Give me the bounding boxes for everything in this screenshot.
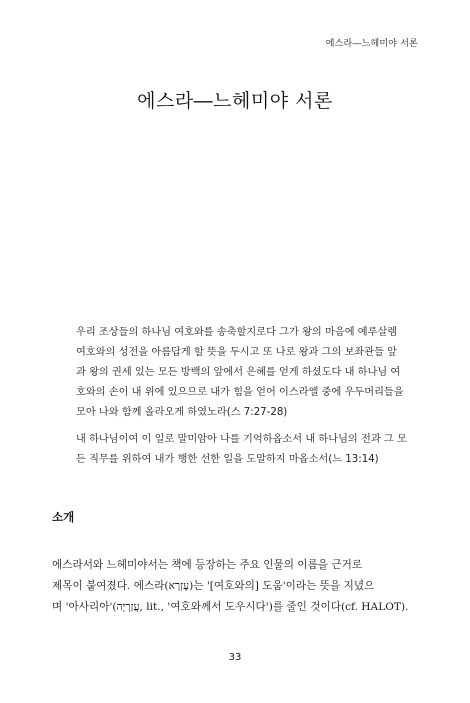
epigraph-line: 여호와의 성전을 아름답게 할 뜻을 두시고 또 나로 왕과 그의 보좌관들 앞	[76, 347, 398, 358]
section-heading: 소개	[52, 510, 75, 524]
epigraph-line: 과 왕의 권세 있는 모든 방백의 앞에서 은혜를 얻게 하셨도다 내 하나님 여	[76, 367, 401, 378]
epigraph-line: 호와의 손이 내 위에 있으므로 내가 힘을 얻어 이스라엘 중에 우두머리들을	[76, 387, 404, 398]
epigraph-line: 모아 나와 함께 올라오게 하였노라(스 7:27-28)	[76, 407, 288, 418]
page-number: 33	[228, 652, 242, 663]
body-line: 며 '아사리아'(עֲזַרְיָה, lit., '여호와께서 도우시다')를 줄인 것이다(cf. HALOT).	[52, 601, 409, 613]
body-line: 에스라서와 느헤미야서는 책에 등장하는 주요 인물의 이름을 근거로	[52, 559, 363, 571]
epigraph-nehemiah	[76, 430, 421, 470]
body-paragraph	[52, 555, 422, 618]
epigraph-line: 든 직무를 위하여 내가 행한 선한 일을 도말하지 마옵소서(느 13:14)	[76, 454, 379, 465]
epigraph-line: 내 하나님이여 이 일로 말미암아 나를 기억하옵소서 내 하나님의 전과 그 모	[76, 434, 407, 445]
epigraph-line: 우리 조상들의 하나님 여호와를 송축할지로다 그가 왕의 마음에 예루살렘	[76, 327, 398, 338]
running-header: 에스라―느헤미야 서론	[325, 39, 418, 49]
chapter-title: 에스라―느헤미야 서론	[137, 90, 333, 112]
body-line: 제목이 붙여졌다. 에스라(עֶזְרָא)는 '[여호와의] 도움'이라는 뜻을 지녔으	[52, 580, 375, 592]
epigraph-ezra	[76, 323, 421, 423]
